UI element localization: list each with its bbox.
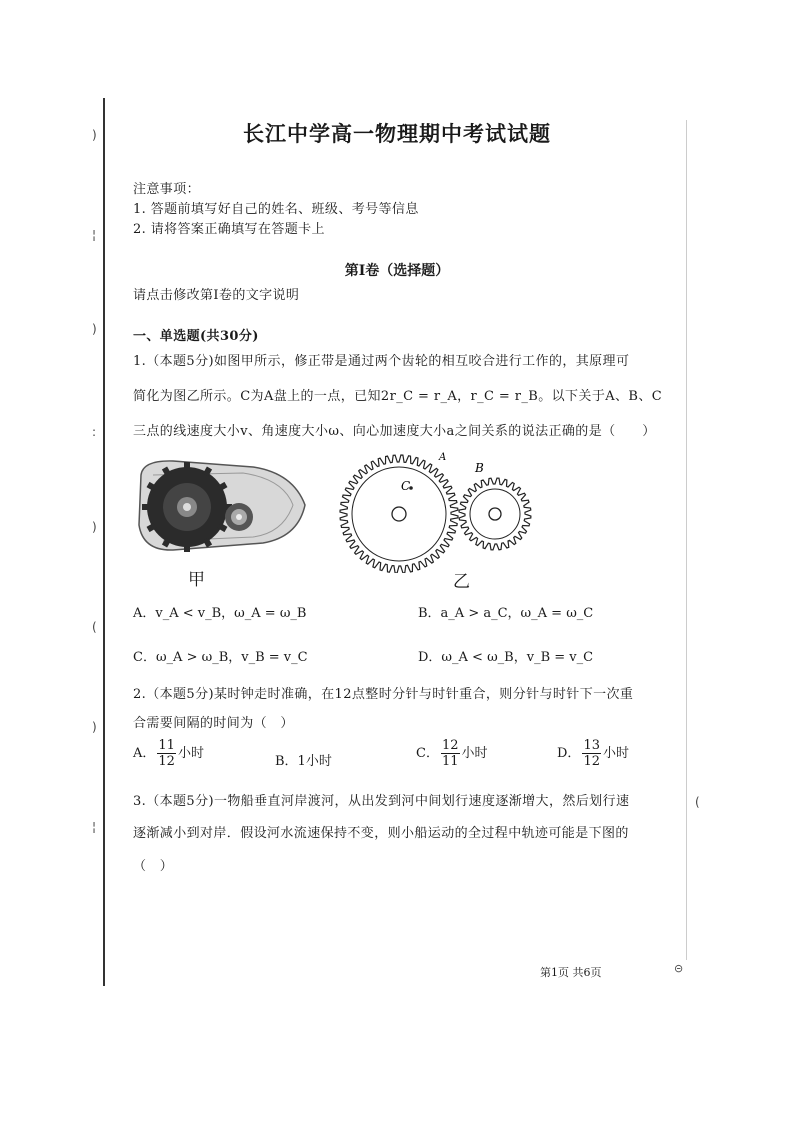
fraction [441, 738, 460, 769]
q3-line-3: （ ） [133, 859, 174, 874]
fraction-denominator: 12 [158, 754, 175, 769]
label-b: B [475, 461, 484, 475]
q2-option-a-prefix: A． [133, 746, 156, 761]
q3-line-2: 逐渐减小到对岸．假设河水流速保持不变，则小船运动的全过程中轨迹可能是下图的 [133, 826, 629, 841]
figure-a-caption: 甲 [188, 570, 205, 590]
figure-b-caption: 乙 [453, 572, 470, 592]
q1-option-c[interactable]: C．ω_A > ω_B，v_B = v_C [133, 650, 308, 665]
q1-option-b[interactable]: B．a_A > a_C，ω_A = ω_C [418, 606, 594, 621]
fraction-numerator: 13 [583, 738, 600, 753]
q2-option-d[interactable] [557, 738, 629, 769]
q2-option-a[interactable] [133, 738, 204, 769]
gear-diagram [335, 448, 535, 573]
section-subtitle: 请点击修改第Ⅰ卷的文字说明 [133, 288, 300, 303]
q1-option-d[interactable]: D．ω_A < ω_B，v_B = v_C [418, 650, 594, 665]
notes-item-2: 2. 请将答案正确填写在答题卡上 [133, 222, 325, 237]
q1-line-3: 三点的线速度大小v、角速度大小ω、向心加速度大小a之间关系的说法正确的是（ ） [133, 424, 656, 439]
label-a: A [439, 452, 447, 463]
fraction-denominator: 11 [441, 754, 459, 769]
page-footer: 第1页 共6页 [540, 966, 602, 979]
fraction-numerator: 11 [158, 738, 175, 753]
q2-line-2: 合需要间隔的时间为（ ） [133, 716, 294, 731]
q3-line-1: 3.（本题5分)一物船垂直河岸渡河，从出发到河中间划行速度逐渐增大，然后划行速 [133, 794, 630, 809]
q2-option-d-prefix: D． [557, 746, 581, 761]
corner-mark-icon: ⊝ [674, 962, 684, 975]
unit: 小时 [602, 746, 629, 761]
q2-option-c[interactable] [416, 738, 488, 769]
unit: 小时 [177, 746, 204, 761]
binding-mark: ( [92, 620, 97, 634]
fraction [157, 738, 176, 769]
fraction [582, 738, 601, 769]
notes-header: 注意事项： [133, 182, 201, 197]
correction-tape-photo [133, 455, 313, 560]
fraction-numerator: 12 [441, 738, 459, 753]
binding-mark: ¦ [92, 820, 97, 834]
binding-mark: ) [92, 128, 97, 142]
part-title: 一、单选题(共30分) [133, 329, 259, 344]
binding-mark: ) [92, 322, 97, 336]
q2-option-b[interactable]: B．1小时 [275, 754, 332, 769]
notes-item-1: 1. 答题前填写好自己的姓名、班级、考号等信息 [133, 202, 419, 217]
q2-line-1: 2.（本题5分)某时钟走时准确，在12点整时分针与时针重合，则分针与时针下一次重 [133, 687, 634, 702]
fraction-denominator: 12 [583, 754, 600, 769]
binding-mark: ) [92, 520, 97, 534]
q2-option-c-prefix: C． [416, 746, 439, 761]
gear-a-hub [392, 507, 406, 521]
exam-title: 长江中学高一物理期中考试试题 [243, 122, 551, 146]
right-margin-line [686, 120, 687, 960]
unit: 小时 [461, 746, 488, 761]
binding-margin-line [103, 98, 105, 986]
section-title: 第Ⅰ卷（选择题） [344, 263, 450, 279]
binding-mark: ( [695, 795, 700, 809]
q1-line-2: 简化为图乙所示。C为A盘上的一点，已知2r_C = r_A，r_C = r_B。以下关于A、B、C [133, 389, 663, 404]
binding-mark: : [92, 425, 97, 439]
q1-option-a[interactable]: A．v_A < v_B，ω_A = ω_B [133, 606, 307, 621]
q1-line-1: 1.（本题5分)如图甲所示，修正带是通过两个齿轮的相互咬合进行工作的，其原理可 [133, 354, 630, 369]
binding-mark: ¦ [92, 228, 97, 242]
binding-mark: ) [92, 720, 97, 734]
gear-b-hub [489, 508, 501, 520]
label-c: C [401, 479, 411, 493]
